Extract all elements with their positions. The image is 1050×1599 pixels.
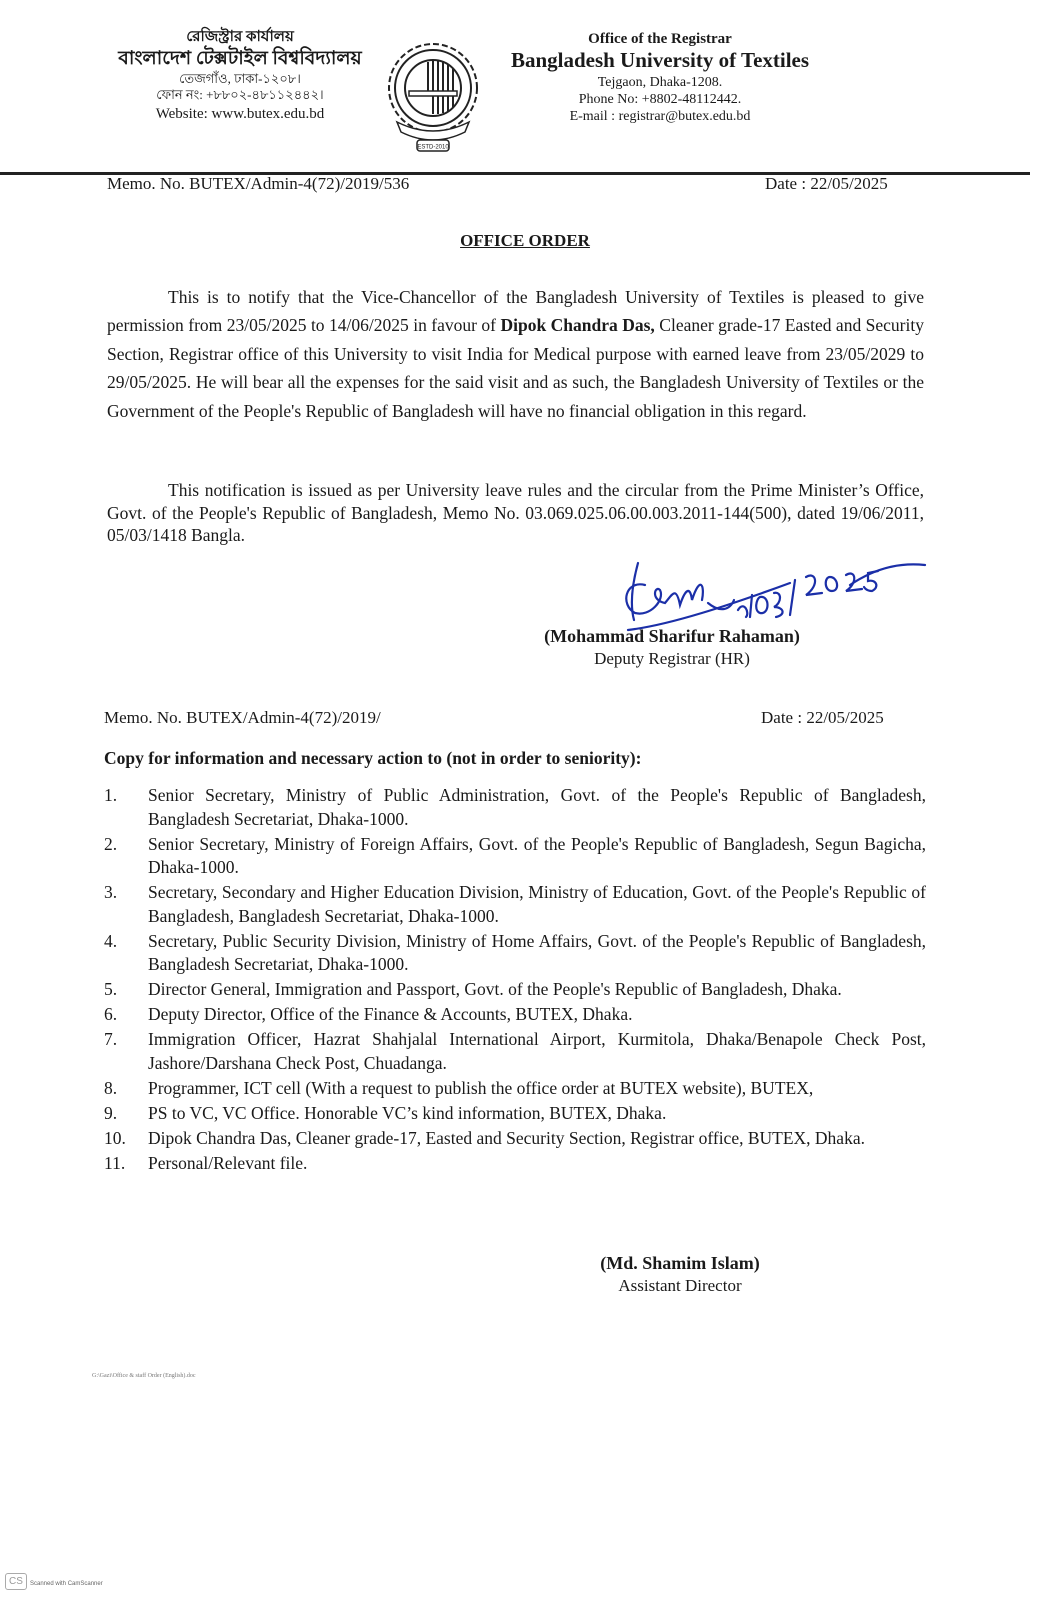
bangla-address: তেজগাঁও, ঢাকা-১২০৮। [179, 70, 301, 86]
list-item: 5. Director General, Immigration and Passport, Govt. of the People's Republic of Bangladesh, Dhaka. [104, 979, 842, 999]
paragraph-2-text: This notification is issued as per University leave rules and the circular from the Prime Minister’s Office, Govt. of the People's Republic of Bangladesh, Memo No. 03.069.025.06.00.003.2011-144(500), dated 19/06/2011, 05/03/1418 Bangla. [107, 480, 924, 545]
copy-memo-number: Memo. No. BUTEX/Admin-4(72)/2019/ [104, 708, 381, 727]
list-item: 3. Secretary, Secondary and Higher Education Division, Ministry of Education, Govt. of the People's Republic of Bangladesh, Bangladesh Secretariat, Dhaka-1000. [104, 882, 926, 926]
university-seal-icon [383, 36, 483, 154]
list-item: 7. Immigration Officer, Hazrat Shahjalal International Airport, Kurmitola, Dhaka/Benapole Check Post, Jashore/Darshana Check Post, Chuadanga. [104, 1029, 926, 1073]
order-paragraph-2 [107, 479, 924, 547]
bangla-university-name: বাংলাদেশ টেক্সটাইল বিশ্ববিদ্যালয় [118, 47, 362, 69]
memo-date: Date : 22/05/2025 [765, 174, 888, 193]
bangla-letterhead [95, 28, 385, 124]
phone-number: Phone No: +8802-48112442. [578, 91, 742, 107]
office-name: Office of the Registrar [588, 31, 732, 47]
signatory-designation: Deputy Registrar (HR) [594, 649, 750, 669]
list-item: 2. Senior Secretary, Ministry of Foreign Affairs, Govt. of the People's Republic of Bangladesh, Segun Bagicha, Dhaka-1000. [104, 833, 926, 877]
memo-number: Memo. No. BUTEX/Admin-4(72)/2019/536 [107, 174, 410, 193]
bangla-office-name: রেজিস্ট্রার কার্যালয় [186, 29, 294, 45]
list-item: 8. Programmer, ICT cell (With a request to publish the office order at BUTEX website), BUTEX, [104, 1077, 814, 1098]
camscanner-logo-icon: CS [5, 1573, 27, 1590]
list-item: 11. Personal/Relevant file. [104, 1152, 308, 1173]
english-letterhead [495, 30, 825, 125]
copy-heading: Copy for information and necessary action to (not in order to seniority): [104, 748, 642, 768]
logo-established: ESTD-2010 [417, 144, 449, 151]
signatory-block [527, 624, 817, 671]
second-signatory-block [560, 1252, 800, 1297]
employee-name: Dipok Chandra Das, [500, 315, 655, 336]
university-name: Bangladesh University of Textiles [510, 48, 810, 73]
signatory-name: (Mohammad Sharifur Rahaman) [544, 626, 800, 646]
second-signatory-name: (Md. Shamim Islam) [600, 1253, 760, 1273]
bangla-phone: ফোন নং: +৮৮০২-৪৮১১২৪৪২। [156, 86, 324, 102]
list-item: 9. PS to VC, VC Office. Honorable VC’s kind information, BUTEX, Dhaka. [104, 1102, 667, 1123]
address: Tejgaon, Dhaka-1208. [597, 74, 723, 90]
paragraph-1-intro: This is to notify that the Vice-Chancellor of the Bangladesh University of Textiles is pleased to give permission from 23/05/2025 to 14/06/2025 in favour of [107, 287, 924, 336]
website-link[interactable]: Website: www.butex.edu.bd [155, 106, 325, 122]
email-address[interactable]: E-mail : registrar@butex.edu.bd [569, 109, 751, 125]
paragraph-1-body: Cleaner grade-17 Easted and Security Section, Registrar office of this University to visit India for Medical purpose with earned leave from 23/05/2029 to 29/05/2025. He will bear all the expenses for the said visit and as such, the Bangladesh University of Textiles or the Government of the People's Republic of Bangladesh will have no financial obligation in this regard. [107, 315, 924, 421]
file-path: G:\Gazi\Office & staff Order (English).doc [92, 1373, 196, 1379]
second-signatory-designation: Assistant Director [618, 1276, 742, 1296]
list-item: 4. Secretary, Public Security Division, Ministry of Home Affairs, Govt. of the People's Republic of Bangladesh, Bangladesh Secretariat, Dhaka-1000. [104, 930, 926, 974]
list-item: 6. Deputy Director, Office of the Finance & Accounts, BUTEX, Dhaka. [104, 1004, 633, 1024]
recipient-list [104, 784, 926, 1177]
list-item: 10. Dipok Chandra Das, Cleaner grade-17, Easted and Security Section, Registrar office, BUTEX, Dhaka. [104, 1127, 865, 1148]
scanner-watermark: Scanned with CamScanner [30, 1581, 103, 1587]
order-paragraph-1 [107, 283, 924, 425]
document-title: OFFICE ORDER [460, 231, 590, 250]
copy-memo-date: Date : 22/05/2025 [761, 708, 884, 727]
list-item: 1. Senior Secretary, Ministry of Public Administration, Govt. of the People's Republic of Bangladesh, Bangladesh Secretariat, Dhaka-1000. [104, 785, 926, 829]
